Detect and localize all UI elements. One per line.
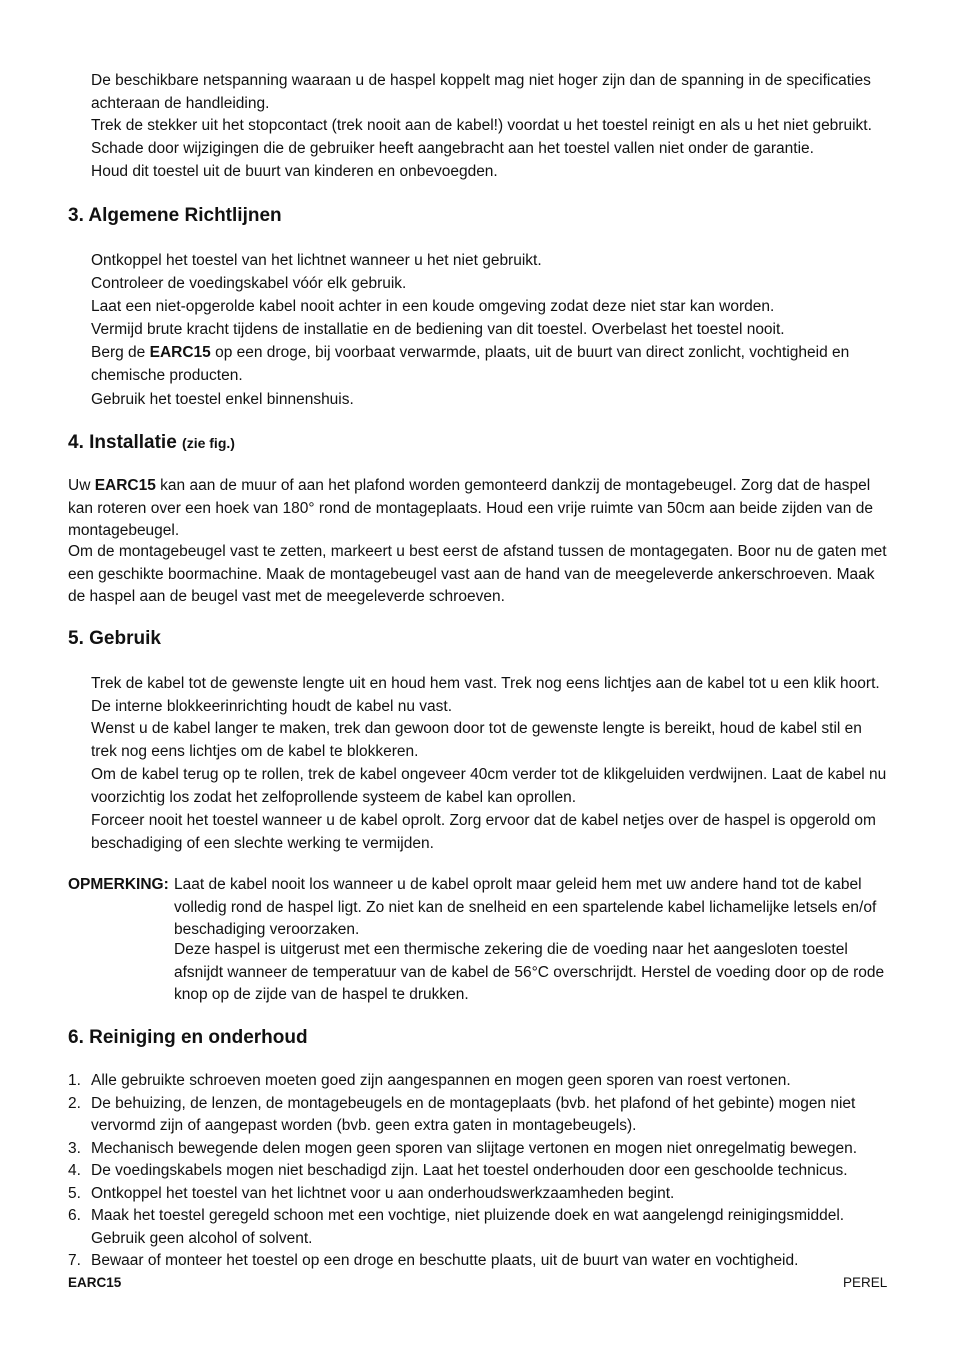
note-text-1: Laat de kabel nooit los wanneer u de kabel oprolt maar geleid hem met uw andere hand tot de kabel volledig rond de haspel ligt. Zo niet kan de snelheid en een spartelende kabel lichamelijke letsels en/of beschadiging veroorzaken.	[174, 876, 877, 938]
list-item	[68, 1250, 890, 1273]
footer-model: EARC15	[68, 1275, 122, 1290]
footer-brand: PEREL	[843, 1275, 888, 1290]
list-number: 3.	[68, 1139, 81, 1157]
list-number: 7.	[68, 1252, 81, 1269]
section-4-fig-ref: (zie fig.)	[182, 435, 235, 451]
maintenance-list	[68, 1070, 890, 1273]
section-5-item-1: Trek de kabel tot de gewenste lengte uit en houd hem vast. Trek nog eens lichtjes aan de kabel tot u een klik hoort. De interne blokkeerinrichting houdt de kabel nu vast.	[91, 675, 880, 715]
section-5-item-2: Wenst u de kabel langer te maken, trek dan gewoon door tot de gewenste lengte is bereikt, houd de kabel stil en trek nog eens lichtjes om de kabel te blokkeren.	[91, 720, 862, 760]
model-name: EARC15	[94, 477, 156, 494]
list-item	[68, 1070, 890, 1093]
section-3-item-3: Laat een niet-opgerolde kabel nooit achter in een koude omgeving zodat deze niet star kan worden.	[91, 298, 775, 315]
p1-pre: Uw	[68, 477, 95, 494]
p1-post: kan aan de muur of aan het plafond worden gemonteerd dankzij de montagebeugel. Zorg dat de haspel kan roteren over een hoek van 180° rond de montageplaats. Houd een vrije ruimte van 50cm aan beide zijden van de montagebeugel.	[68, 477, 873, 539]
section-5-item-3: Om de kabel terug op te rollen, trek de kabel ongeveer 40cm verder tot de klikgeluiden verdwijnen. Laat de kabel nu voorzichtig los zodat het zelfoprollende systeem de kabel kan oprollen.	[91, 766, 887, 806]
list-text: Maak het toestel geregeld schoon met een vochtige, niet pluizende doek en wat aangelengd reinigingsmiddel. Gebruik geen alcohol of solvent.	[91, 1207, 845, 1247]
list-text: Mechanisch bewegende delen mogen geen sporen van slijtage vertonen en mogen niet onregelmatig bewegen.	[91, 1139, 858, 1157]
list-number: 2.	[68, 1094, 81, 1112]
section-6-heading: 6. Reiniging en onderhoud	[68, 1027, 308, 1048]
note-label: OPMERKING:	[68, 876, 169, 893]
list-item	[68, 1205, 890, 1250]
section-4-paragraph-2: Om de montagebeugel vast te zetten, markeert u best eerst de afstand tussen de montagegaten. Boor nu de gaten met een geschikte boormachine. Maak de montagebeugel vast aan de hand van de meegeleverde ankerschroeven. Maak de haspel aan de beugel vast met de meegeleverde schroeven.	[68, 543, 887, 605]
section-3-item-5	[91, 342, 891, 387]
list-item	[68, 1093, 890, 1138]
berg-pre: Berg de	[91, 344, 150, 361]
section-5-heading: 5. Gebruik	[68, 628, 161, 649]
note-text-2: Deze haspel is uitgerust met een thermische zekering die de voeding naar het aangesloten toestel afsnijdt wanneer de temperatuur van de kabel de 56°C overschrijdt. Herstel de voeding door op de rode knop op de zijde van de haspel te drukken.	[174, 941, 885, 1003]
list-text: Ontkoppel het toestel van het lichtnet voor u aan onderhoudswerkzaamheden begint.	[91, 1184, 675, 1202]
list-text: De behuizing, de lenzen, de montagebeugels en de montageplaats (bvb. het plafond of het gebinte) mogen niet vervormd zijn of aangepast worden (bvb. geen extra gaten in montagebeugels).	[91, 1094, 856, 1134]
list-item	[68, 1160, 890, 1183]
section-3-item-1: Ontkoppel het toestel van het lichtnet wanneer u het niet gebruikt.	[91, 252, 542, 269]
list-text: Alle gebruikte schroeven moeten goed zijn aangespannen en mogen geen sporen van roest vertonen.	[91, 1072, 791, 1089]
intro-line-2: Trek de stekker uit het stopcontact (trek nooit aan de kabel!) voordat u het toestel reinigt en als u het niet gebruikt.	[91, 117, 872, 134]
section-4-title: 4. Installatie	[68, 432, 183, 453]
section-5-item-4: Forceer nooit het toestel wanneer u de kabel oprolt. Zorg ervoor dat de kabel netjes over de haspel is opgerold om beschadiging of een slechte werking te vermijden.	[91, 812, 876, 852]
section-4-paragraph-1	[68, 475, 890, 543]
section-4-heading	[68, 431, 235, 455]
section-3-heading: 3. Algemene Richtlijnen	[68, 205, 282, 226]
list-text: De voedingskabels mogen niet beschadigd zijn. Laat het toestel onderhouden door een geschoolde technicus.	[91, 1162, 848, 1179]
list-item	[68, 1138, 890, 1161]
list-text: Bewaar of monteer het toestel op een droge en beschutte plaats, uit de buurt van water en vochtigheid.	[91, 1252, 799, 1269]
section-3-item-2: Controleer de voedingskabel vóór elk gebruik.	[91, 275, 407, 292]
section-3-item-6: Gebruik het toestel enkel binnenshuis.	[91, 391, 354, 408]
model-name: EARC15	[149, 344, 211, 361]
berg-post: op een droge, bij voorbaat verwarmde, plaats, uit de buurt van direct zonlicht, vochtigheid en chemische producten.	[91, 344, 850, 384]
list-number: 5.	[68, 1184, 81, 1202]
list-item	[68, 1183, 890, 1206]
list-number: 6.	[68, 1207, 81, 1224]
intro-line-1: De beschikbare netspanning waaraan u de haspel koppelt mag niet hoger zijn dan de spanning in de specificaties achteraan de handleiding.	[91, 72, 871, 112]
section-3-item-4: Vermijd brute kracht tijdens de installatie en de bediening van dit toestel. Overbelast het toestel nooit.	[91, 321, 785, 338]
list-number: 1.	[68, 1072, 81, 1089]
intro-line-4: Houd dit toestel uit de buurt van kinderen en onbevoegden.	[91, 163, 498, 180]
intro-line-3: Schade door wijzigingen die de gebruiker heeft aangebracht aan het toestel vallen niet onder de garantie.	[91, 140, 814, 157]
list-number: 4.	[68, 1162, 81, 1179]
